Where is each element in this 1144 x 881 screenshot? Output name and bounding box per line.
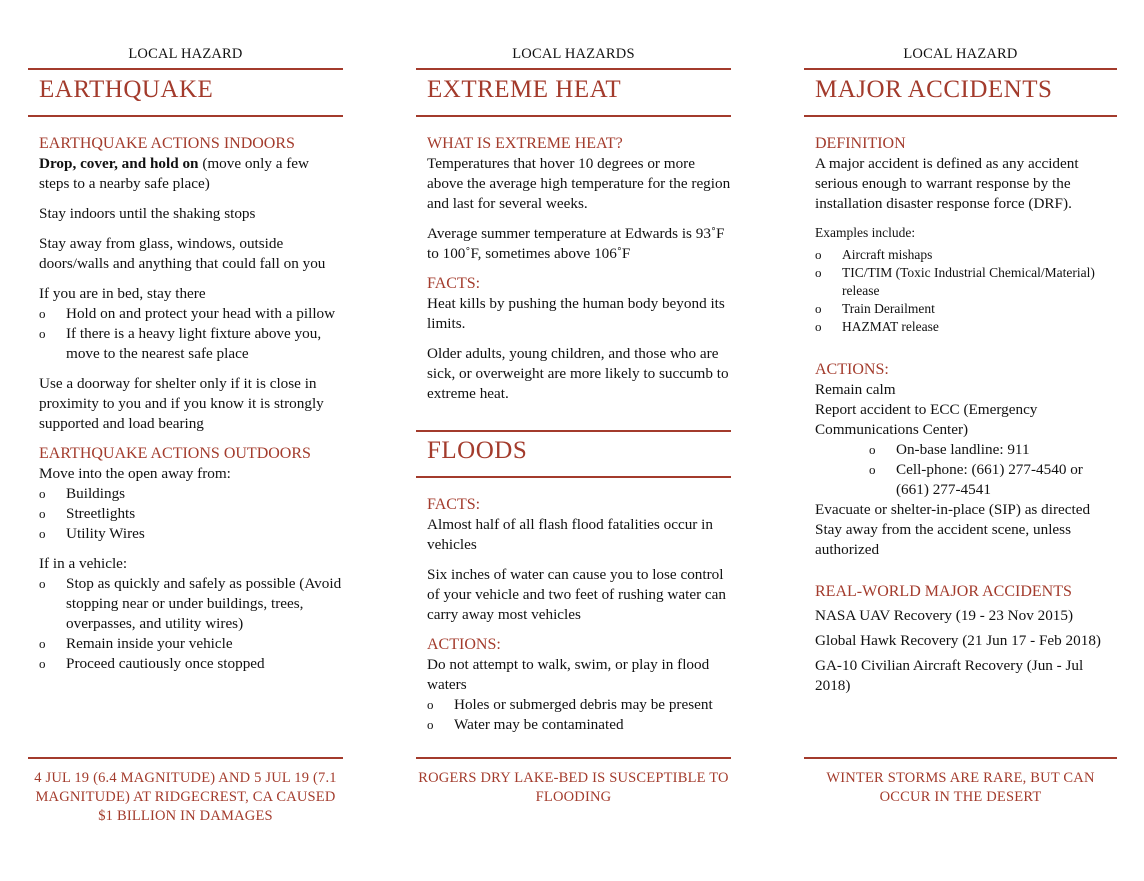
list-item: o Buildings: [39, 485, 126, 502]
section-heading: ACTIONS:: [427, 636, 501, 653]
paragraph: If in a vehicle:: [39, 555, 128, 572]
bullet-icon: o: [39, 656, 46, 671]
list-item: Global Hawk Recovery (21 Jun 17 - Feb 2018): [815, 632, 1101, 649]
section-heading: REAL-WORLD MAJOR ACCIDENTS: [815, 583, 1072, 600]
paragraph: Examples include:: [815, 225, 916, 240]
panel-footer: 4 JUL 19 (6.4 MAGNITUDE) AND 5 JUL 19 (7.1 MAGNITUDE) AT RIDGECREST, CA CAUSED $1 BILLION IN DAMAGES: [34, 770, 337, 824]
bullet-icon: o: [427, 717, 434, 732]
paragraph: Stay away from the accident scene, unless authorized: [815, 521, 1071, 558]
list-item: NASA UAV Recovery (19 - 23 Nov 2015): [815, 607, 1074, 624]
floods-list: [427, 695, 731, 735]
emphasis-text: Drop, cover, and hold on: [39, 155, 199, 172]
paragraph: A major accident is defined as any accident serious enough to warrant response by the installation disaster response force (DRF).: [815, 155, 1079, 212]
divider: [28, 115, 343, 117]
paragraph: If you are in bed, stay there: [39, 285, 206, 302]
bullet-icon: o: [815, 247, 822, 262]
list-item: o Holes or submerged debris may be present: [427, 696, 713, 713]
divider: [416, 757, 731, 759]
panel-title: EARTHQUAKE: [39, 76, 214, 103]
section-title: FLOODS: [427, 437, 528, 464]
section-heading: FACTS:: [427, 275, 481, 292]
divider: [804, 757, 1117, 759]
list-item: o Streetlights: [39, 505, 136, 522]
bullet-icon: o: [39, 576, 46, 591]
bed-list: [39, 304, 343, 364]
list-item: GA-10 Civilian Aircraft Recovery (Jun - Jul 2018): [815, 657, 1084, 694]
bullet-icon: o: [815, 265, 822, 280]
panel-footer: WINTER STORMS ARE RARE, BUT CAN OCCUR IN THE DESERT: [826, 770, 1095, 805]
paragraph: (move only a few steps to a nearby safe place): [39, 155, 310, 192]
phone-list: [869, 440, 1117, 500]
list-item: o Remain inside your vehicle: [39, 635, 233, 652]
divider: [28, 68, 343, 70]
divider: [416, 430, 731, 432]
section-heading: FACTS:: [427, 496, 481, 513]
list-item: o On-base landline: 911: [869, 441, 1030, 458]
bullet-icon: o: [39, 306, 46, 321]
list-item: o Train Derailment: [815, 301, 935, 316]
list-item: o Cell-phone: (661) 277-4540 or (661) 277-4541: [869, 461, 1083, 498]
list-item: o If there is a heavy light fixture above you, move to the nearest safe place: [39, 325, 322, 362]
section-heading: WHAT IS EXTREME HEAT?: [427, 135, 623, 152]
list-item: o HAZMAT release: [815, 319, 939, 334]
bullet-icon: o: [39, 326, 46, 341]
accidents-content: [815, 134, 1117, 706]
floods-content: [427, 495, 731, 745]
divider: [804, 115, 1117, 117]
divider: [28, 757, 343, 759]
bullet-icon: o: [869, 462, 876, 477]
examples-list: [815, 246, 1117, 336]
list-item: o Stop as quickly and safely as possible (Avoid stopping near or under buildings, trees, overpasses, and utility wires): [39, 575, 342, 632]
paragraph: Average summer temperature at Edwards is 93˚F to 100˚F, sometimes above 106˚F: [427, 225, 725, 262]
panel-title: MAJOR ACCIDENTS: [815, 76, 1053, 103]
list-item: o TIC/TIM (Toxic Industrial Chemical/Material) release: [815, 265, 1095, 298]
divider: [416, 476, 731, 478]
paragraph: Move into the open away from:: [39, 465, 231, 482]
list-item: o Utility Wires: [39, 525, 145, 542]
panel-kicker: LOCAL HAZARD: [128, 46, 243, 62]
panel-title: EXTREME HEAT: [427, 76, 622, 103]
paragraph: Almost half of all flash flood fatalities occur in vehicles: [427, 516, 713, 553]
paragraph: Do not attempt to walk, swim, or play in flood waters: [427, 656, 710, 693]
paragraph: Stay indoors until the shaking stops: [39, 205, 256, 222]
section-heading: EARTHQUAKE ACTIONS OUTDOORS: [39, 445, 311, 462]
paragraph: Evacuate or shelter-in-place (SIP) as directed: [815, 501, 1091, 518]
bullet-icon: o: [815, 301, 822, 316]
list-item: o Aircraft mishaps: [815, 247, 933, 262]
bullet-icon: o: [39, 486, 46, 501]
bullet-icon: o: [815, 319, 822, 334]
earthquake-content: [39, 134, 343, 684]
bullet-icon: o: [39, 506, 46, 521]
panel-kicker: LOCAL HAZARDS: [512, 46, 635, 62]
list-item: o Water may be contaminated: [427, 716, 624, 733]
paragraph: Stay away from glass, windows, outside doors/walls and anything that could fall on you: [39, 235, 326, 272]
heat-content: [427, 134, 731, 414]
panel-kicker: LOCAL HAZARD: [903, 46, 1018, 62]
paragraph: Use a doorway for shelter only if it is close in proximity to you and if you know it is strongly supported and load bearing: [39, 375, 324, 432]
list-item: o Hold on and protect your head with a pillow: [39, 305, 336, 322]
divider: [416, 115, 731, 117]
paragraph: Remain calm: [815, 381, 896, 398]
panel-footer: ROGERS DRY LAKE-BED IS SUSCEPTIBLE TO FLOODING: [418, 770, 729, 805]
divider: [416, 68, 731, 70]
paragraph: Heat kills by pushing the human body beyond its limits.: [427, 295, 725, 332]
paragraph: Older adults, young children, and those who are sick, or overweight are more likely to succumb to extreme heat.: [427, 345, 729, 402]
vehicle-list: [39, 574, 343, 674]
section-heading: EARTHQUAKE ACTIONS INDOORS: [39, 135, 295, 152]
bullet-icon: o: [427, 697, 434, 712]
bullet-icon: o: [869, 442, 876, 457]
open-list: [39, 484, 343, 544]
paragraph: Six inches of water can cause you to lose control of your vehicle and two feet of rushing water can carry away most vehicles: [427, 566, 726, 623]
divider: [804, 68, 1117, 70]
bullet-icon: o: [39, 526, 46, 541]
bullet-icon: o: [39, 636, 46, 651]
paragraph: Report accident to ECC (Emergency Communications Center): [815, 401, 1038, 438]
section-heading: DEFINITION: [815, 135, 906, 152]
paragraph: Temperatures that hover 10 degrees or more above the average high temperature for the region and last for several weeks.: [427, 155, 731, 212]
section-heading: ACTIONS:: [815, 361, 889, 378]
list-item: o Proceed cautiously once stopped: [39, 655, 265, 672]
